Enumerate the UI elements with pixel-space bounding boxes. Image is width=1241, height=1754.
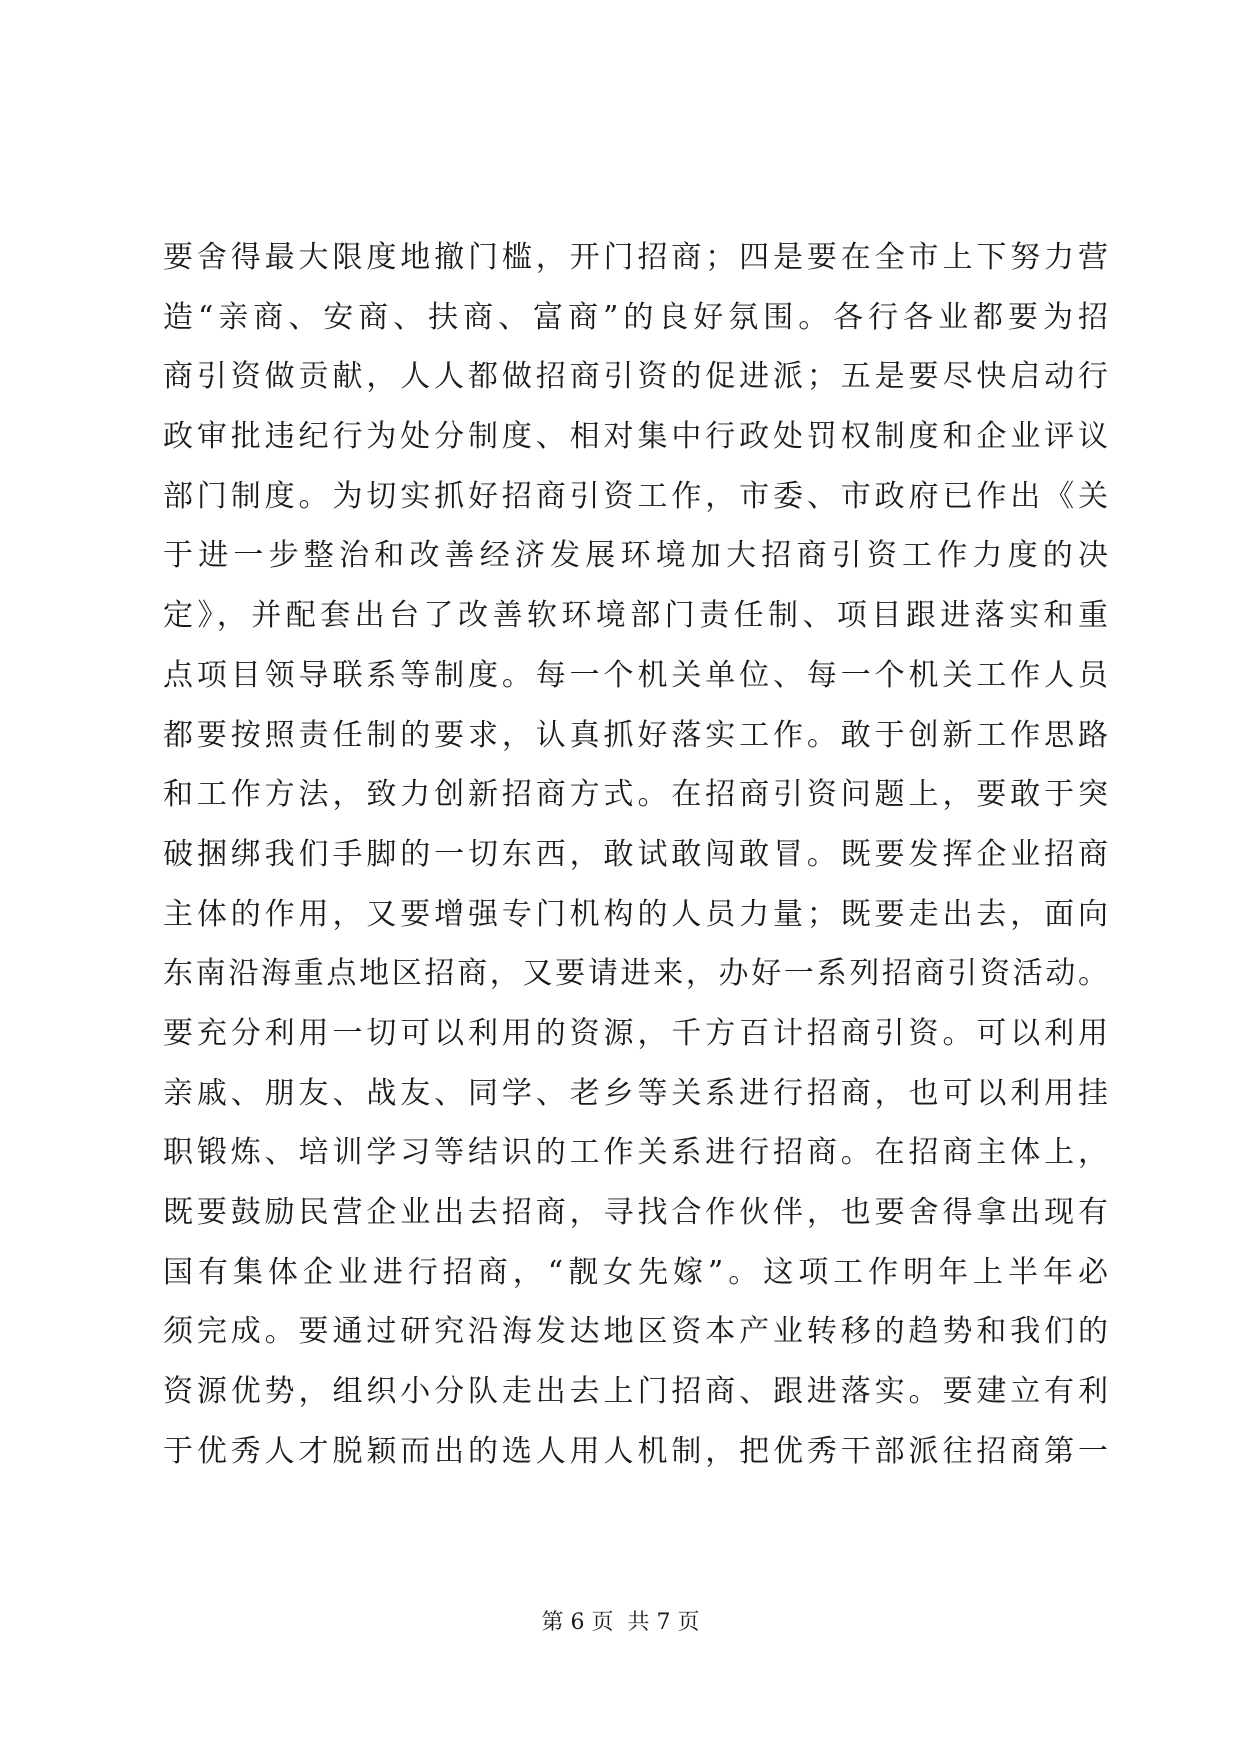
text-line: 都要按照责任制的要求，认真抓好落实工作。敢于创新工作思路 xyxy=(163,717,1108,753)
text-line: 部门制度。为切实抓好招商引资工作，市委、市政府已作出《关 xyxy=(163,478,1108,514)
text-line: 资源优势，组织小分队走出去上门招商、跟进落实。要建立有利 xyxy=(163,1374,1108,1410)
text-line: 要舍得最大限度地撤门槛，开门招商；四是要在全市上下努力营 xyxy=(163,240,1108,275)
text-line: 定》，并配套出台了改善软环境部门责任制、项目跟进落实和重 xyxy=(163,598,1108,634)
text-line: 于优秀人才脱颖而出的选人用人机制，把优秀干部派往招商第一 xyxy=(163,1433,1108,1469)
text-line: 破捆绑我们手脚的一切东西，敢试敢闯敢冒。既要发挥企业招商 xyxy=(163,836,1108,872)
text-line: 商引资做贡献，人人都做招商引资的促进派；五是要尽快启动行 xyxy=(163,359,1108,395)
text-line: 要充分利用一切可以利用的资源，千方百计招商引资。可以利用 xyxy=(163,1015,1108,1051)
text-line: 和工作方法，致力创新招商方式。在招商引资问题上，要敢于突 xyxy=(163,777,1108,813)
text-line: 政审批违纪行为处分制度、相对集中行政处罚权制度和企业评议 xyxy=(163,419,1108,455)
text-line: 主体的作用，又要增强专门机构的人员力量；既要走出去，面向 xyxy=(163,896,1108,932)
text-line: 点项目领导联系等制度。每一个机关单位、每一个机关工作人员 xyxy=(163,657,1108,693)
page-number-label: 第 6 页 共 7 页 xyxy=(541,1610,700,1635)
text-line: 职锻炼、培训学习等结识的工作关系进行招商。在招商主体上， xyxy=(163,1135,1108,1171)
page-footer xyxy=(0,1608,1241,1638)
text-line: 于进一步整治和改善经济发展环境加大招商引资工作力度的决 xyxy=(163,538,1108,574)
text-line: 既要鼓励民营企业出去招商，寻找合作伙伴，也要舍得拿出现有 xyxy=(163,1195,1108,1230)
text-line: 须完成。要通过研究沿海发达地区资本产业转移的趋势和我们的 xyxy=(163,1314,1108,1350)
text-line: 亲戚、朋友、战友、同学、老乡等关系进行招商，也可以利用挂 xyxy=(163,1075,1108,1111)
body-text xyxy=(163,228,1108,1481)
text-line: 造“亲商、安商、扶商、富商”的良好氛围。各行各业都要为招 xyxy=(163,299,1108,335)
text-line: 国有集体企业进行招商，“靓女先嫁”。这项工作明年上半年必 xyxy=(163,1254,1108,1290)
text-line: 东南沿海重点地区招商，又要请进来，办好一系列招商引资活动。 xyxy=(163,956,1108,992)
